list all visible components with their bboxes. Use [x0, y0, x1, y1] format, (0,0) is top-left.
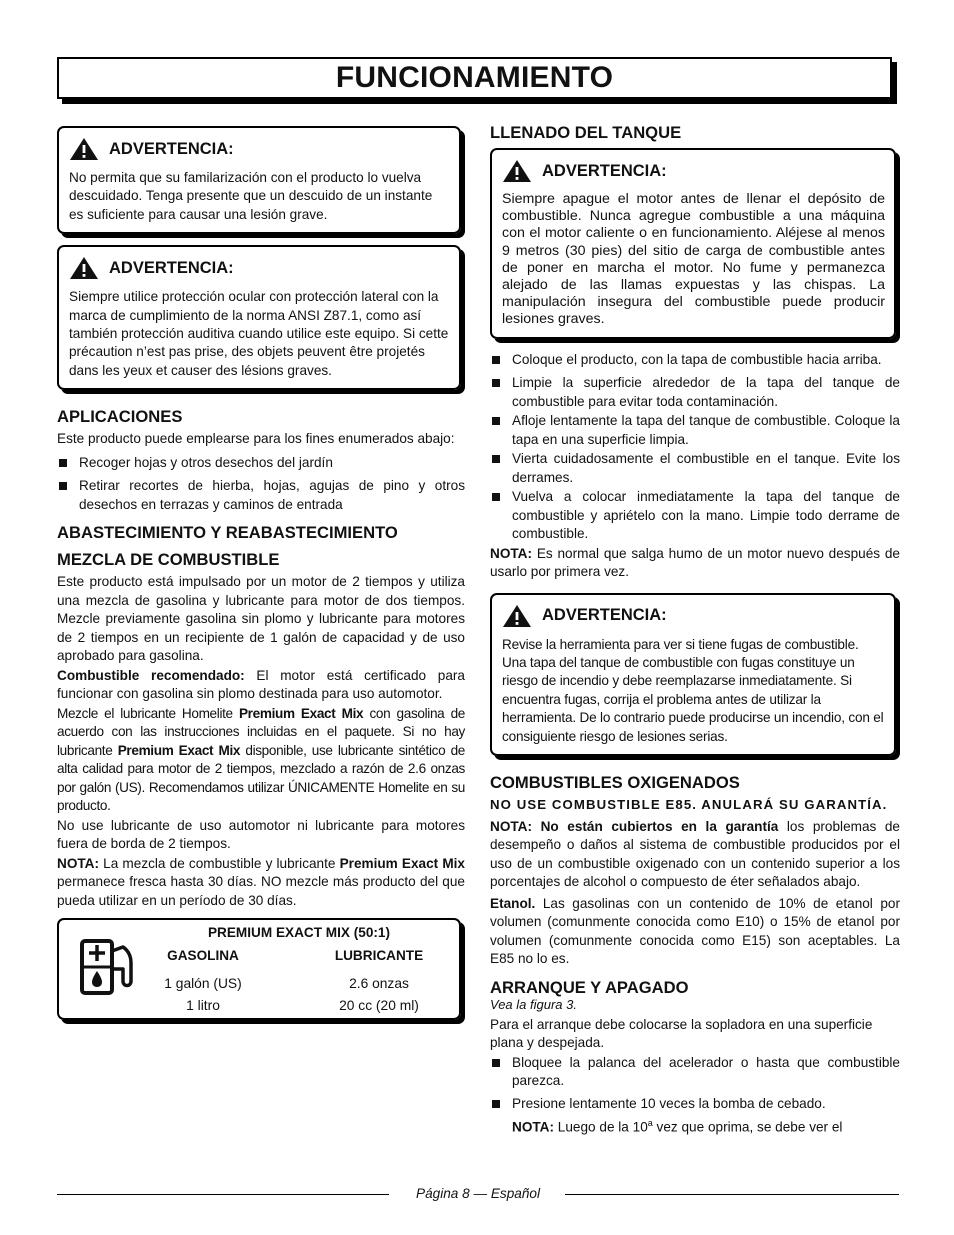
table-cell: 1 litro — [186, 998, 220, 1014]
page-number: Página 8 — Español — [57, 1186, 899, 1201]
mix-freshness-note: NOTA: La mezcla de combustible y lubricante Premium Exact Mix permanece fresca hasta 30 días. NO mezcle más producto del que pueda utilizar en un período de 30 días. — [57, 855, 465, 908]
section-heading-mezcla: MEZCLA DE COMBUSTIBLE — [57, 550, 280, 570]
page-footer — [57, 1186, 899, 1202]
warning-text: Siempre utilice protección ocular con protección lateral con la marca de cumplimiento de la norma ANSI Z87.1, como así también protección auditiva cuando utilice este equipo. Si cette précaution n’est pas prise, des objets peuvent être projetés dans les yeux et causer des lésions graves. — [69, 289, 449, 378]
warning-text: Siempre apague el motor antes de llenar el depósito de combustible. Nunca agregue combustible a una máquina con el motor caliente o en funcionamiento. Aléjese al menos 9 metros (30 pies) del sitio de carga de combustible antes de poner en marcha el motor. No fume y permanezca alejado de las llamas expuestas y las chispas. La manipulación insegura del combustible puede producir lesiones graves. — [502, 191, 885, 328]
warning-box-familiarity — [57, 126, 461, 234]
etanol-paragraph: Etanol. Las gasolinas con un contenido de 10% de etanol por volumen (comunmente conocida como E10) o 15% de etanol por volumen (comunmente conocida como E15) son aceptables. La E85 no lo es. — [490, 895, 900, 967]
gasolina-values — [153, 973, 253, 1017]
fuel-pump-icon — [79, 937, 137, 997]
section-heading-llenado: LLENADO DEL TANQUE — [490, 123, 682, 142]
smoke-note: NOTA: Es normal que salga humo de un motor nuevo después de usarlo por primera vez. — [490, 545, 900, 580]
list-item: Vuelva a colocar inmediatamente la tapa del tanque de combustible y apriételo con la mano. Limpie todo derrame de combustible. — [490, 488, 900, 544]
warning-text: No permita que su familarización con el producto lo vuelva descuidado. Tenga presente que un descuido de un instante es suficiente para causar una lesión grave. — [69, 170, 433, 222]
warning-label: ADVERTENCIA: — [542, 161, 667, 180]
aplicaciones-intro: Este producto puede emplearse para los fines enumerados abajo: — [57, 431, 455, 447]
warning-triangle-icon — [502, 604, 532, 628]
list-item: Bloquee la palanca del acelerador o hasta que combustible parezca. — [490, 1054, 900, 1091]
section-heading-aplicaciones: APLICACIONES — [57, 407, 183, 427]
mix-table-title: PREMIUM EXACT MIX (50:1) — [207, 925, 391, 941]
llenado-steps-list — [490, 351, 900, 544]
aplicaciones-list — [57, 454, 465, 515]
left-column — [57, 120, 465, 1020]
warning-label: ADVERTENCIA: — [109, 258, 234, 277]
warning-box-fuel-leaks — [490, 593, 896, 756]
warning-triangle-icon — [69, 256, 99, 280]
warning-label: ADVERTENCIA: — [542, 606, 667, 625]
list-item: Coloque el producto, con la tapa de combustible hacia arriba. — [490, 351, 900, 370]
arranque-intro: Para el arranque debe colocarse la sopladora en una superficie plana y despejada. — [490, 1016, 873, 1051]
premium-exact-mix-table — [57, 918, 461, 1020]
section-heading-oxigenados: COMBUSTIBLES OXIGENADOS — [490, 773, 740, 793]
mezcla-paragraph: Este producto está impulsado por un motor de 2 tiempos y utiliza una mezcla de gasolina y lubricante para motor de dos tiempos. Mezcle previamente gasolina sin plomo y lubricante para motores de 2 tiempos en un recipiente de 1 galón de capacidad y de uso aprobado para gasolina. — [57, 574, 465, 664]
right-column — [490, 120, 900, 1138]
combustible-recomendado-paragraph: Combustible recomendado: El motor está certificado para funcionar con gasolina sin plomo destinada para uso automotor. — [57, 667, 465, 702]
warning-box-eye-protection — [57, 245, 461, 390]
list-item: Presione lentamente 10 veces la bomba de cebado. — [490, 1095, 900, 1114]
primer-note: NOTA: Luego de la 10$^a$ vez que oprima, se debe ver el — [512, 1118, 843, 1135]
table-cell: 1 galón (US) — [164, 976, 242, 992]
warning-box-fueling — [490, 148, 896, 339]
column-header-gasolina: GASOLINA — [167, 948, 239, 964]
warning-text: Revise la herramienta para ver si tiene fugas de combustible. Una tapa del tanque de combustible con fugas constituye un riesgo de incendio y debe reemplazarse inmediatamente. Si encuentra fugas, corrija el problema antes de utilizar la herramienta. De lo contrario puede producirse un incendio, con el consiguiente riesgo de lesiones serias. — [502, 636, 884, 744]
warning-triangle-icon — [502, 159, 532, 183]
warning-label: ADVERTENCIA: — [109, 139, 234, 158]
list-item: Recoger hojas y otros desechos del jardín — [57, 454, 465, 473]
list-item: Retirar recortes de hierba, hojas, agujas de pino y otros desechos en terrazas y caminos de entrada — [57, 477, 465, 514]
figure-reference: Vea la figura 3. — [490, 996, 577, 1012]
e85-warning: NO USE COMBUSTIBLE E85. ANULARÁ SU GARANTÍA. — [490, 797, 888, 813]
lubricante-values — [319, 973, 439, 1017]
oxygenated-fuel-note: NOTA: No están cubiertos en la garantía los problemas de desempeño o daños al sistema de combustible producidos por el uso de un combustible oxigenado con un contenido superior a los porcentajes de alcohol o compuesto de éter señalados abajo. — [490, 818, 900, 890]
section-heading-arranque: ARRANQUE Y APAGADO — [490, 977, 689, 997]
list-item: Limpie la superficie alrededor de la tapa del tanque de combustible para evitar toda contaminación. — [490, 374, 900, 411]
homelite-lubricant-paragraph: Mezcle el lubricante Homelite Premium Exact Mix con gasolina de acuerdo con las instrucciones incluidas en el paquete. Si no hay lubricante Premium Exact Mix disponible, use lubricante sintético de alta calidad para motor de 2 tiempos, mezclado a razón de 2.6 onzas por galón (US). Recomendamos utilizar ÚNICAMENTE Homelite en su producto. — [57, 705, 466, 814]
list-item: Vierta cuidadosamente el combustible en el tanque. Evite los derrames. — [490, 450, 900, 487]
page-title: FUNCIONAMIENTO — [335, 61, 614, 94]
table-cell: 2.6 onzas — [349, 976, 409, 992]
arranque-steps-list — [490, 1054, 900, 1114]
section-heading-abastecimiento: ABASTECIMIENTO Y REABASTECIMIENTO — [57, 523, 398, 543]
page-title-bar — [57, 57, 892, 99]
list-item: Afloje lentamente la tapa del tanque de combustible. Coloque la tapa en una superficie limpia. — [490, 412, 900, 449]
warning-triangle-icon — [69, 137, 99, 161]
column-header-lubricante: LUBRICANTE — [334, 948, 424, 964]
no-automotive-lubricant-paragraph: No use lubricante de uso automotor ni lubricante para motores fuera de borda de 2 tiempos. — [57, 817, 465, 852]
table-cell: 20 cc (20 ml) — [339, 998, 419, 1014]
